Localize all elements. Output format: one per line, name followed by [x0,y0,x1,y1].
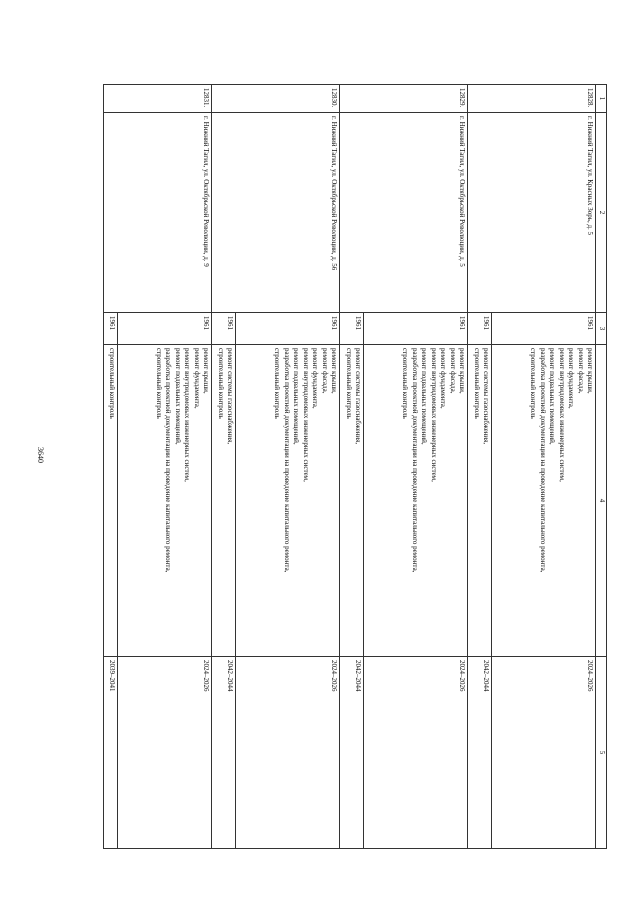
row-works: ремонт системы газоснабжения, строительный контроль [468,345,492,657]
row-number: 12830. [212,85,340,113]
row-period: 2024–2026 [236,657,340,849]
row-period: 2024–2026 [492,657,596,849]
header-col-4: 4 [596,345,607,657]
row-period: 2042–2044 [340,657,364,849]
row-year: 1961 [118,313,212,345]
row-address: г. Нижний Тагил, ул. Октябрьской Революции, д. 56 [212,113,340,313]
row-works: строительный контроль [104,345,118,657]
table-row [492,85,596,849]
row-period: 2024–2026 [118,657,212,849]
table-row [364,85,468,849]
row-year: 1961 [212,313,236,345]
row-works: ремонт крыши, ремонт фасада, ремонт фундамента, ремонт внутридомовых инженерных систем, ремонт подвальных помещений, разработка проектной документации на проведение капитального ремонта, строительный контроль [236,345,340,657]
row-period: 2039–2041 [104,657,118,849]
row-works: ремонт системы газоснабжения, строительный контроль [212,345,236,657]
row-number: 12828. [468,85,596,113]
page-number: 3640 [36,447,45,463]
row-address: г. Нижний Тагил, ул. Октябрьской Революции, д. 9 [104,113,212,313]
rotated-table-wrapper [87,84,607,848]
row-address: г. Нижний Тагил, ул. Красных Зорь, д. 5 [468,113,596,313]
row-year: 1961 [104,313,118,345]
repair-schedule-table [104,84,608,849]
row-address: г. Нижний Тагил, ул. Октябрьской Революции, д. 5 [340,113,468,313]
table-row [236,85,340,849]
header-col-3: 3 [596,313,607,345]
row-number: 12831. [104,85,212,113]
row-works: ремонт крыши, ремонт фундамента, ремонт внутридомовых инженерных систем, ремонт подвальных помещений, разработка проектной документации на проведение капитального ремонта, строительный контроль [118,345,212,657]
row-number: 12829. [340,85,468,113]
row-period: 2042–2044 [468,657,492,849]
row-works: ремонт крыши, ремонт фасада, ремонт фундамента, ремонт внутридомовых инженерных систем, ремонт подвальных помещений, разработка проектной документации на проведение капитального ремонта, строительный контроль [364,345,468,657]
row-year: 1961 [492,313,596,345]
row-year: 1961 [468,313,492,345]
header-col-1: 1 [596,85,607,113]
header-col-2: 2 [596,113,607,313]
row-year: 1961 [340,313,364,345]
header-col-5: 5 [596,657,607,849]
row-works: ремонт крыши, ремонт фасада, ремонт фундамента, ремонт внутридомовых инженерных систем, ремонт подвальных помещений, разработка проектной документации на проведение капитального ремонта, строительный контроль [492,345,596,657]
row-year: 1961 [236,313,340,345]
row-year: 1961 [364,313,468,345]
row-period: 2042–2044 [212,657,236,849]
table-row [118,85,212,849]
row-works: ремонт системы газоснабжения, строительный контроль [340,345,364,657]
header-row [596,85,607,849]
row-period: 2024–2026 [364,657,468,849]
